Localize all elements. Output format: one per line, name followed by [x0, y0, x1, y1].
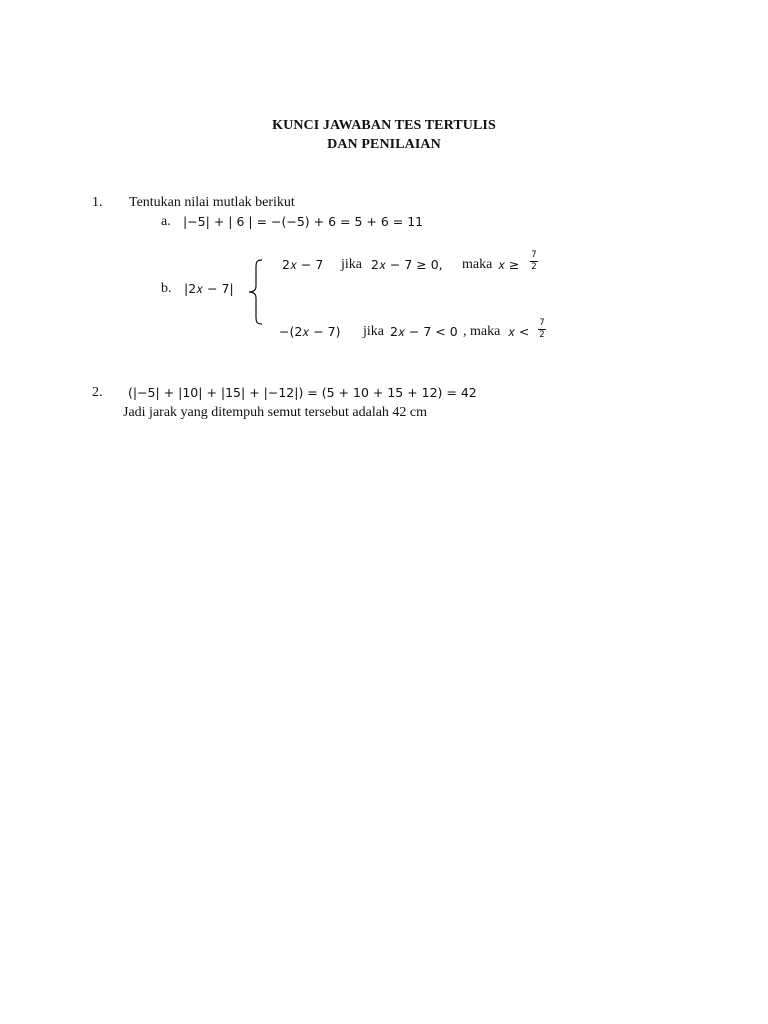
question-2-number: 2.: [92, 385, 103, 400]
case-1-condition: 2𝑥 − 7 ≥ 0,: [371, 257, 443, 272]
case-2-fraction-numerator: 7: [539, 318, 545, 328]
case-1-fraction: [530, 251, 538, 272]
case-2-expression: −(2𝑥 − 7): [279, 324, 341, 339]
case-2-result: 𝑥 <: [508, 324, 530, 339]
case-2-condition: 2𝑥 − 7 < 0: [390, 324, 458, 339]
case-2-fraction: [538, 319, 546, 340]
question-1-number: 1.: [92, 195, 103, 210]
case-2-fraction-denominator: 2: [539, 330, 545, 340]
question-1a-label: a.: [161, 214, 171, 229]
question-2-expression: (|−5| + |10| + |15| + |−12|) = (5 + 10 + 15 + 12) = 42: [128, 385, 477, 400]
question-1b-label: b.: [161, 281, 172, 296]
document-title-line-2: DAN PENILAIAN: [327, 137, 441, 152]
question-1b-expression: |2𝑥 − 7|: [184, 281, 234, 296]
case-2-maka: , maka: [463, 324, 501, 339]
case-2-jika: jika: [363, 324, 384, 339]
case-1-jika: jika: [341, 257, 362, 272]
question-2-answer: Jadi jarak yang ditempuh semut tersebut adalah 42 cm: [123, 405, 428, 420]
case-1-result: 𝑥 ≥: [498, 257, 520, 272]
case-1-maka: maka: [462, 257, 493, 272]
case-1-fraction-numerator: 7: [531, 250, 537, 260]
question-1a-expression: |−5| + | 6 | = −(−5) + 6 = 5 + 6 = 11: [183, 214, 424, 229]
case-1-expression: 2𝑥 − 7: [282, 257, 324, 272]
case-1-fraction-denominator: 2: [531, 262, 537, 272]
document-title-line-1: KUNCI JAWABAN TES TERTULIS: [272, 118, 496, 133]
question-1-text: Tentukan nilai mutlak berikut: [129, 195, 295, 210]
curly-brace-icon: [246, 258, 266, 326]
